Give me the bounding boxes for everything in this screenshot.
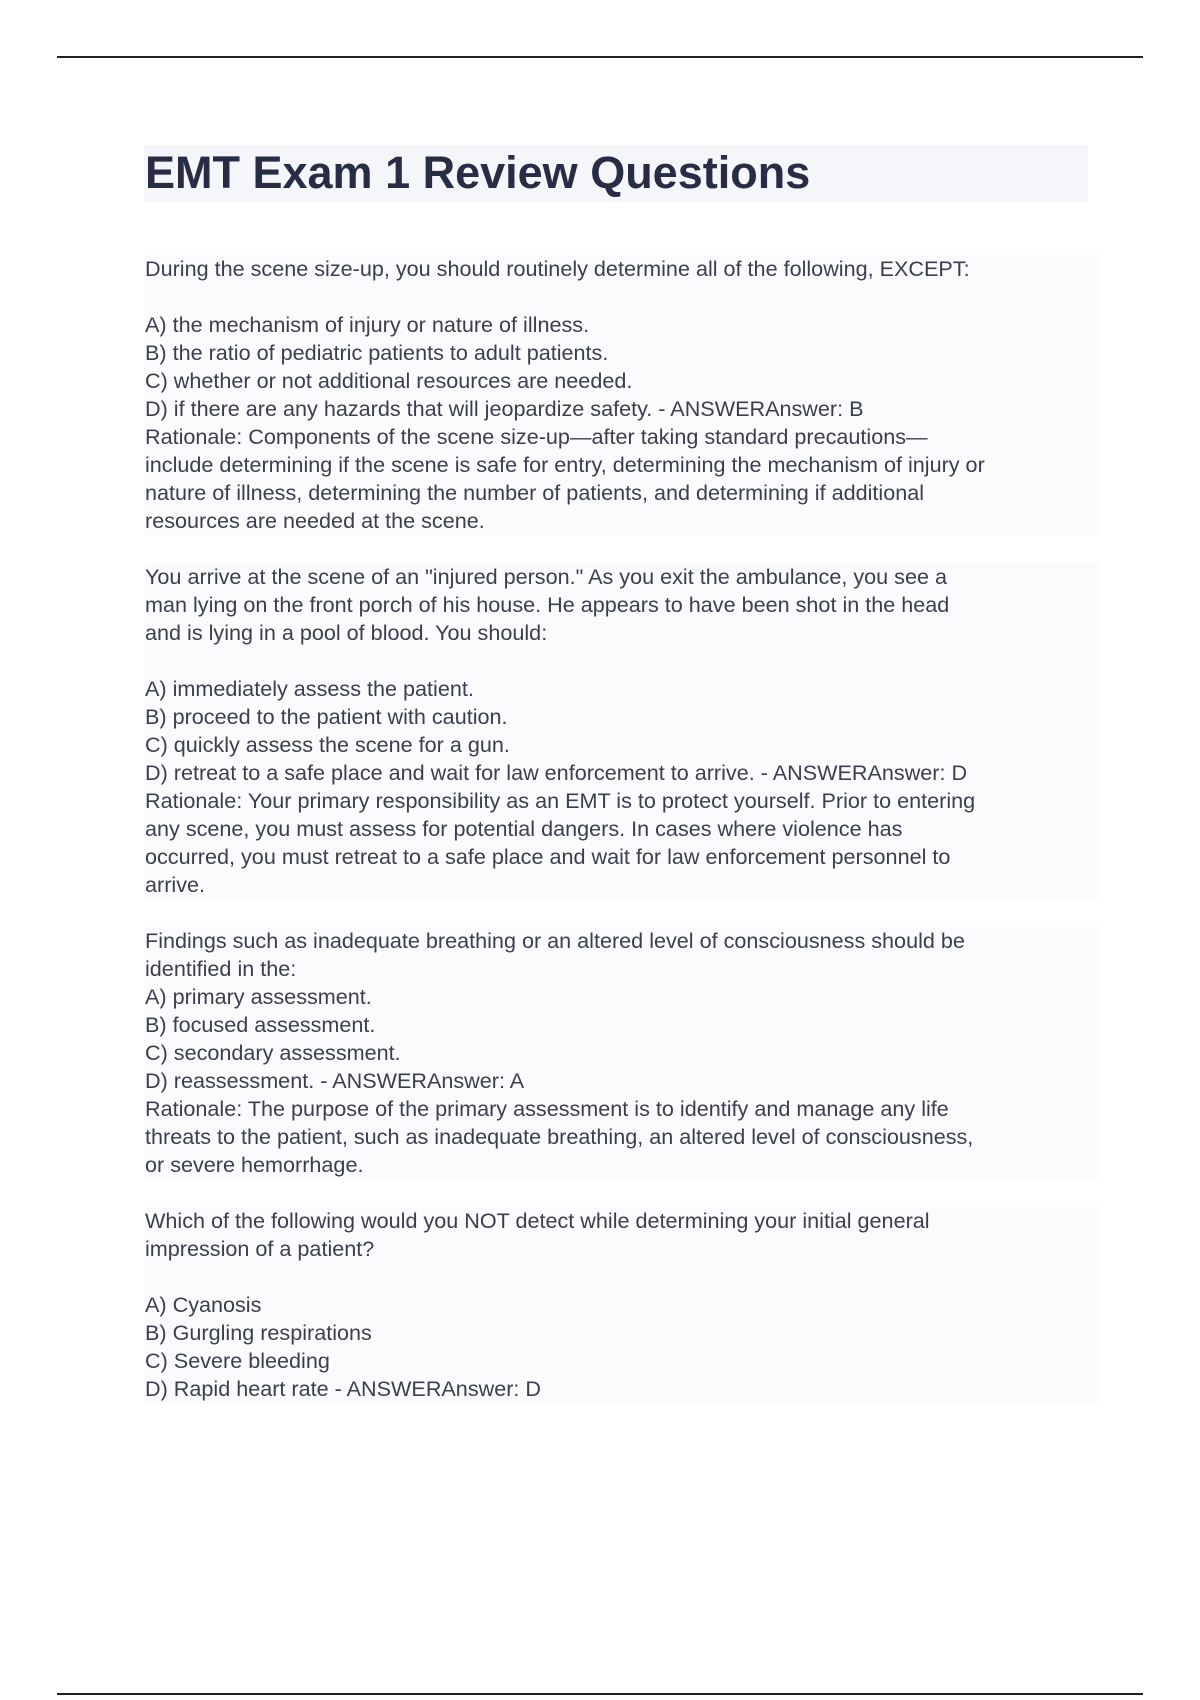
answer-option: C) Severe bleeding (145, 1348, 330, 1373)
answer-option: C) whether or not additional resources are needed. (145, 368, 633, 393)
top-rule (57, 56, 1143, 58)
answer-option: C) secondary assessment. (145, 1040, 401, 1065)
question-separator (145, 899, 1100, 927)
rationale-line: Rationale: The purpose of the primary assessment is to identify and manage any life (145, 1096, 949, 1121)
answer-option: C) quickly assess the scene for a gun. (145, 732, 510, 757)
answer-option: A) immediately assess the patient. (145, 676, 474, 701)
spacer (145, 283, 1100, 311)
question-stem-line: impression of a patient? (145, 1236, 375, 1261)
rationale-line: Rationale: Your primary responsibility as an EMT is to protect yourself. Prior to entering (145, 788, 976, 813)
answer-option: B) proceed to the patient with caution. (145, 704, 508, 729)
answer-option: A) Cyanosis (145, 1292, 262, 1317)
answer-option: D) reassessment. - ANSWERAnswer: A (145, 1068, 525, 1093)
question-stem-line: and is lying in a pool of blood. You should: (145, 620, 548, 645)
rationale-line: occurred, you must retreat to a safe place and wait for law enforcement personnel to (145, 844, 951, 869)
question-stem-line: During the scene size-up, you should routinely determine all of the following, EXCEPT: (145, 256, 970, 281)
rationale-line: nature of illness, determining the number of patients, and determining if additional (145, 480, 925, 505)
rationale-line: resources are needed at the scene. (145, 508, 485, 533)
question-block (145, 927, 1100, 1179)
question-stem-line: You arrive at the scene of an "injured person." As you exit the ambulance, you see a (145, 564, 948, 589)
rationale-line: any scene, you must assess for potential dangers. In cases where violence has (145, 816, 903, 841)
question-stem-line: man lying on the front porch of his house. He appears to have been shot in the head (145, 592, 950, 617)
question-block (145, 1207, 1100, 1403)
answer-option: B) the ratio of pediatric patients to adult patients. (145, 340, 609, 365)
question-block (145, 255, 1100, 535)
spacer (145, 1263, 1100, 1291)
question-stem-line: identified in the: (145, 956, 297, 981)
spacer (145, 647, 1100, 675)
answer-option: D) Rapid heart rate - ANSWERAnswer: D (145, 1376, 542, 1401)
rationale-line: include determining if the scene is safe for entry, determining the mechanism of injury or (145, 452, 985, 477)
rationale-line: or severe hemorrhage. (145, 1152, 364, 1177)
questions-content (145, 255, 1100, 1403)
rationale-line: Rationale: Components of the scene size-up—after taking standard precautions— (145, 424, 928, 449)
answer-option: B) Gurgling respirations (145, 1320, 372, 1345)
bottom-rule (57, 1693, 1143, 1695)
answer-option: A) the mechanism of injury or nature of illness. (145, 312, 590, 337)
answer-option: D) retreat to a safe place and wait for law enforcement to arrive. - ANSWERAnswer: D (145, 760, 968, 785)
question-stem-line: Which of the following would you NOT detect while determining your initial general (145, 1208, 930, 1233)
question-separator (145, 535, 1100, 563)
rationale-line: arrive. (145, 872, 205, 897)
answer-option: D) if there are any hazards that will jeopardize safety. - ANSWERAnswer: B (145, 396, 864, 421)
question-stem-line: Findings such as inadequate breathing or an altered level of consciousness should be (145, 928, 965, 953)
page-title: EMT Exam 1 Review Questions (145, 147, 811, 198)
answer-option: A) primary assessment. (145, 984, 372, 1009)
answer-option: B) focused assessment. (145, 1012, 376, 1037)
question-separator (145, 1179, 1100, 1207)
rationale-line: threats to the patient, such as inadequate breathing, an altered level of consciousness, (145, 1124, 974, 1149)
question-block (145, 563, 1100, 899)
